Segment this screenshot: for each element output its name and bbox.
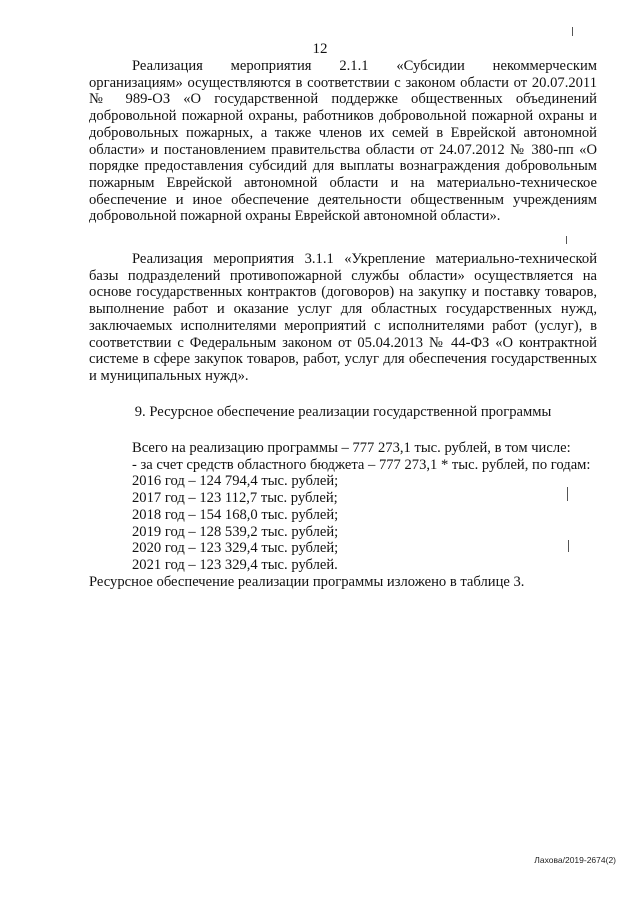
scan-artifact-mark [568, 540, 569, 552]
funding-year-item: 2021 год – 123 329,4 тыс. рублей. [132, 556, 338, 573]
funding-total-line: Всего на реализацию программы – 777 273,1 тыс. рублей, в том числе: [132, 440, 571, 456]
funding-year-item: 2019 год – 128 539,2 тыс. рублей; [132, 523, 339, 540]
funding-year-item: 2017 год – 123 112,7 тыс. рублей; [132, 490, 338, 507]
closing-line: Ресурсное обеспечение реализации программы изложено в таблице 3. [89, 573, 525, 590]
funding-year-item: 2020 год – 123 329,4 тыс. рублей; [132, 540, 339, 557]
funding-year-item: 2018 год – 154 168,0 тыс. рублей; [132, 506, 339, 523]
paragraph-measure-2-1-1: Реализация мероприятия 2.1.1 «Субсидии некоммерческим организациям» осуществляются в соответствии с законом области от 20.07.2011 № 989-ОЗ «О государственной поддержке общественных объединений добровольной пожарной охраны, работников добровольной пожарной охраны и добровольных пожарных, а также членов их семей в Еврейской автономной области» и постановлением правительства области от 24.07.2012 № 380-пп «О порядке предоставления субсидий для выплаты вознаграждения добровольным пожарным Еврейской автономной области и на материально-техническое обеспечение и иное обеспечение деятельности общественным учреждениям добровольной пожарной охраны Еврейской автономной области». [89, 58, 597, 225]
scan-artifact-mark [572, 27, 573, 36]
funding-year-item: 2016 год – 124 794,4 тыс. рублей; [132, 473, 339, 490]
paragraph-block-2 [89, 251, 597, 385]
funding-budget-line: - за счет средств областного бюджета – 777 273,1 * тыс. рублей, по годам: [132, 456, 591, 473]
section-heading: 9. Ресурсное обеспечение реализации государственной программы [134, 404, 552, 420]
paragraph-block-1 [89, 58, 597, 225]
page-number: 12 [312, 41, 328, 57]
paragraph-measure-3-1-1: Реализация мероприятия 3.1.1 «Укрепление материально-технической базы подразделений противопожарной службы области» осуществляется на основе государственных контрактов (договоров) на закупку и поставку товаров, выполнение работ и оказание услуг для областных государственных нужд, заключаемых исполнителями мероприятий с исполнителями работ (услуг), в соответствии с Федеральным законом от 05.04.2013 № 44-ФЗ «О контрактной системе в сфере закупок товаров, работ, услуг для обеспечения государственных и муниципальных нужд». [89, 251, 597, 384]
document-footer-code: Лахова/2019-2674(2) [534, 855, 616, 865]
scan-artifact-mark [566, 236, 567, 244]
funding-years-list [89, 473, 597, 573]
funding-block [89, 440, 597, 590]
scan-artifact-mark [567, 487, 568, 501]
